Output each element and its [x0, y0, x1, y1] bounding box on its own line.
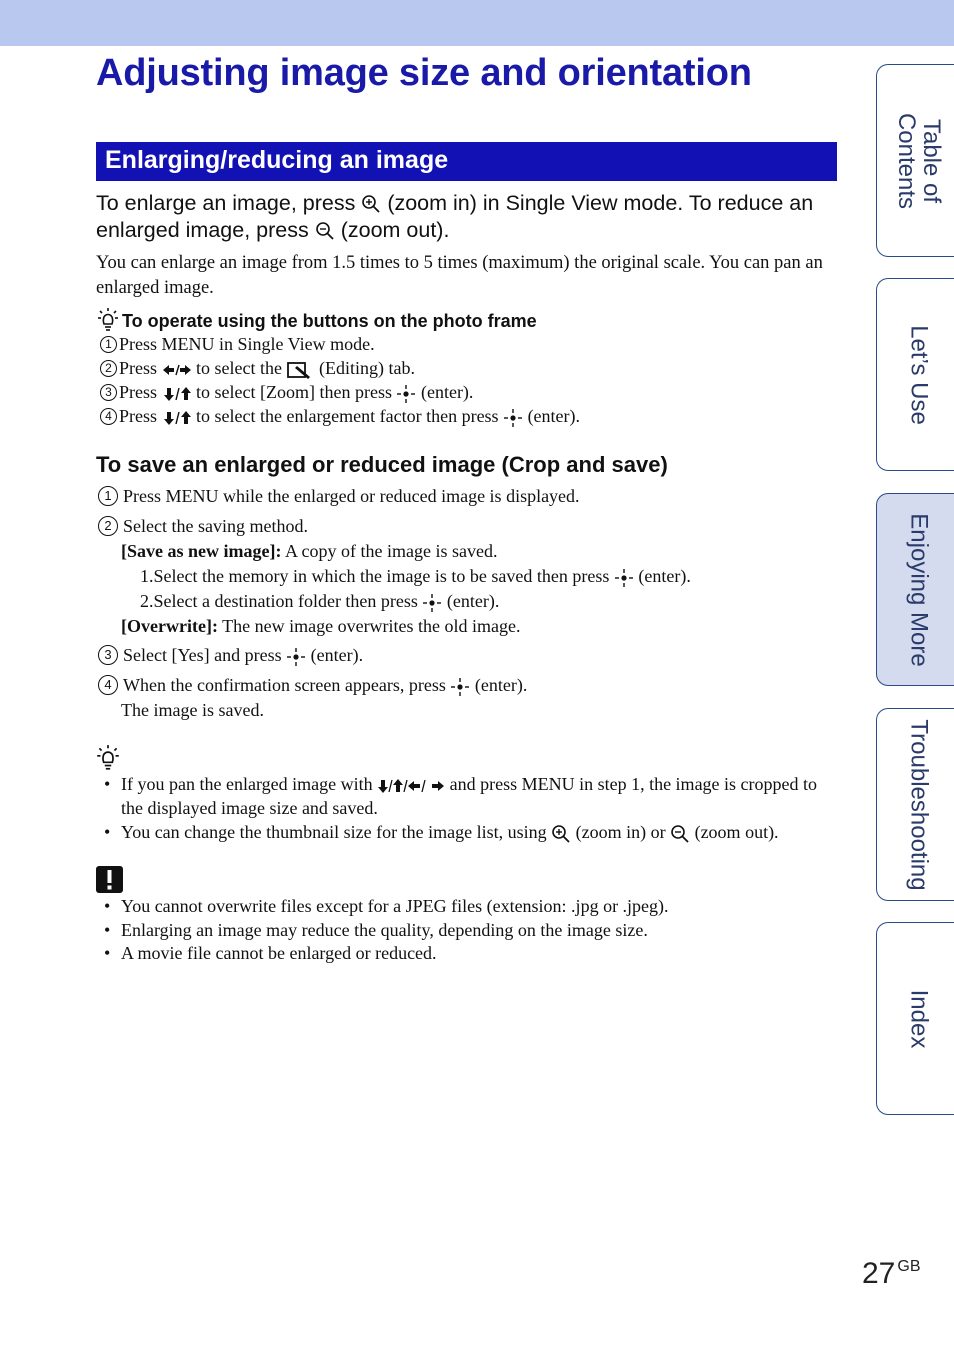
overwrite-option	[121, 614, 521, 638]
left-right-arrow-icon	[162, 363, 192, 377]
header-bar	[0, 0, 954, 46]
option-text: The new image overwrites the old image.	[222, 616, 521, 636]
crop-step-3	[98, 643, 363, 667]
enter-icon	[614, 568, 634, 588]
caution-icon	[96, 866, 123, 893]
lead-text-3: (zoom out).	[340, 218, 450, 242]
step-text: Select the saving method.	[123, 516, 308, 536]
page-number-suffix: GB	[897, 1258, 921, 1275]
save-substep-1	[140, 564, 691, 588]
step-text: (enter).	[474, 675, 528, 695]
hint-text: You can change the thumbnail size for the image list, using	[121, 822, 547, 842]
step-text: Press	[119, 382, 158, 402]
step-number: 1	[100, 336, 117, 353]
step-text: to select the enlargement factor then press	[196, 406, 499, 426]
enter-icon	[396, 384, 416, 404]
substep-text: (enter).	[638, 566, 691, 586]
zoom-out-icon	[315, 221, 335, 241]
crop-step-1	[98, 484, 580, 508]
button-step-3	[100, 380, 473, 404]
tab-index[interactable]	[876, 922, 954, 1115]
step-number: 2	[100, 360, 117, 377]
tab-label: Let’s Use	[905, 324, 932, 425]
tab-label: Troubleshooting	[905, 718, 932, 891]
step-number: 3	[98, 645, 118, 665]
hint-bulb-icon	[96, 744, 120, 772]
step-text: Select [Yes] and press	[123, 645, 282, 665]
tab-lets-use[interactable]	[876, 278, 954, 471]
note-item-3: A movie file cannot be enlarged or reduced.	[121, 943, 437, 963]
step-text: Press	[119, 406, 158, 426]
hint-text: and press MENU in step 1, the image is cropped to the displayed image size and saved.	[121, 774, 818, 818]
step-number: 4	[100, 408, 117, 425]
step-text: (enter).	[310, 645, 364, 665]
crop-heading: To save an enlarged or reduced image (Crop and save)	[96, 452, 668, 477]
buttons-subheading: To operate using the buttons on the photo frame	[122, 311, 537, 331]
hint-item-1	[121, 772, 841, 820]
enter-icon	[450, 677, 470, 697]
substep-text: 1.Select the memory in which the image is to be saved then press	[140, 566, 610, 586]
enter-icon	[422, 593, 442, 613]
enter-icon	[286, 647, 306, 667]
lead-text-1: To enlarge an image, press	[96, 191, 356, 215]
bullet-marker: •	[104, 943, 111, 963]
hint-text: (zoom out).	[694, 822, 779, 842]
tab-label: Enjoying More	[905, 512, 932, 667]
step-text: to select the	[196, 358, 282, 378]
bullet-marker: •	[104, 822, 111, 842]
tab-table-of-contents[interactable]	[876, 64, 954, 257]
step-number: 4	[98, 675, 118, 695]
tab-label-line-2: Contents	[892, 112, 920, 209]
intro-paragraph: You can enlarge an image from 1.5 times to 5 times (maximum) the original scale. You can pan an enlarged image.	[96, 253, 823, 298]
step-text: (Editing) tab.	[318, 358, 415, 378]
step-number: 3	[100, 384, 117, 401]
option-text: A copy of the image is saved.	[285, 541, 498, 561]
page-number-value: 27	[862, 1257, 896, 1290]
substep-text: 2.Select a destination folder then press	[140, 591, 418, 611]
substep-text: (enter).	[446, 591, 500, 611]
hint-text: (zoom in) or	[575, 822, 666, 842]
step-text: to select [Zoom] then press	[196, 382, 392, 402]
button-step-2	[100, 356, 415, 380]
button-step-1	[100, 332, 375, 356]
section-heading: Enlarging/reducing an image	[96, 142, 837, 181]
save-substep-2	[140, 589, 499, 613]
tab-label	[894, 112, 944, 208]
hint-text: If you pan the enlarged image with	[121, 774, 373, 794]
tab-troubleshooting[interactable]	[876, 708, 954, 901]
step-text: (enter).	[527, 406, 581, 426]
bullet-marker: •	[104, 774, 111, 794]
enter-icon	[503, 408, 523, 428]
bullet-marker: •	[104, 920, 111, 940]
step-text: Press MENU in Single View mode.	[119, 334, 375, 354]
step-number: 2	[98, 516, 118, 536]
hint-bulb-icon	[97, 307, 119, 333]
save-as-new-option	[121, 539, 497, 563]
button-step-4	[100, 404, 580, 428]
lead-paragraph	[96, 190, 841, 244]
tab-label-line-1: Table of	[917, 118, 945, 203]
zoom-in-icon	[551, 824, 571, 844]
note-item-1: You cannot overwrite files except for a JPEG files (extension: .jpg or .jpeg).	[121, 896, 669, 916]
page-title: Adjusting image size and orientation	[96, 52, 752, 94]
down-up-arrow-icon	[162, 410, 192, 426]
crop-step-4-result: The image is saved.	[121, 700, 264, 720]
down-up-arrow-icon	[162, 386, 192, 402]
step-number: 1	[98, 486, 118, 506]
zoom-in-icon	[361, 194, 381, 214]
note-item-2: Enlarging an image may reduce the quality, depending on the image size.	[121, 920, 648, 940]
step-text: When the confirmation screen appears, press	[123, 675, 446, 695]
step-text: Press	[119, 358, 158, 378]
crop-step-2	[98, 514, 308, 538]
step-text: (enter).	[420, 382, 474, 402]
lead-text-2: (zoom in) in Single View mode. To reduce an enlarged image, press	[96, 191, 814, 242]
four-way-arrow-icon	[377, 778, 445, 794]
zoom-out-icon	[670, 824, 690, 844]
step-text: Press MENU while the enlarged or reduced image is displayed.	[123, 486, 580, 506]
option-label: [Overwrite]:	[121, 616, 218, 636]
page-number	[862, 1257, 921, 1291]
editing-tab-icon	[286, 360, 314, 380]
tab-enjoying-more[interactable]	[876, 493, 954, 686]
bullet-marker: •	[104, 896, 111, 916]
crop-step-4	[98, 673, 527, 697]
tab-label: Index	[905, 989, 932, 1048]
hint-item-2	[121, 820, 841, 844]
option-label: [Save as new image]:	[121, 541, 282, 561]
